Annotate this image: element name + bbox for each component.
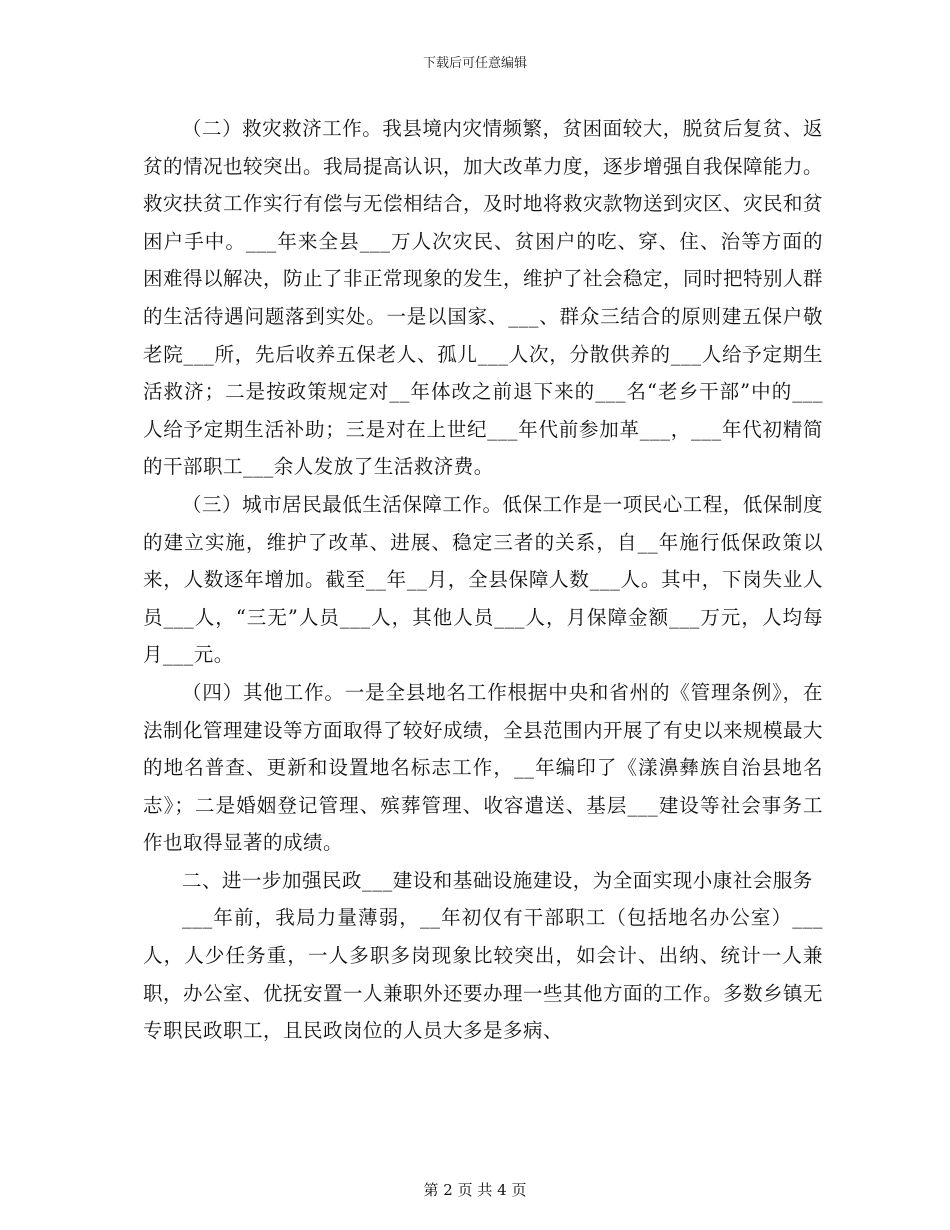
paragraph-minimum-living-security: （三）城市居民最低生活保障工作。低保工作是一项民心工程，低保制度的建立实施，维护了改革、进展、稳定三者的关系，自__年施行低保政策以来，人数逐年增加。截至__年__月，全县保障人数___人。其中，下岗失业人员___人，“三无”人员___人，其他人员___人，月保障金额___万元，人均每月___元。: [143, 492, 823, 667]
page-header: 下载后可任意编辑: [422, 56, 527, 71]
paragraph-other-work: （四）其他工作。一是全县地名工作根据中央和省州的《管理条例》，在法制化管理建设等方面取得了较好成绩，全县范围内开展了有史以来规模最大的地名普查、更新和设置地名标志工作，__年编印了《漾濞彝族自治县地名志》；二是婚姻登记管理、殡葬管理、收容遣送、基层___建设等社会事务工作也取得显著的成绩。: [143, 680, 824, 855]
paragraph-staffing: ___年前，我局力量薄弱，__年初仅有干部职工（包括地名办公室）___人，人少任务重，一人多职多岗现象比较突出，如会计、出纳、统计一人兼职，办公室、优抚安置一人兼职外还要办理一些其他方面的工作。多数乡镇无专职民政职工，且民政岗位的人员大多是多病、: [143, 906, 824, 1043]
document-body: [143, 110, 823, 1050]
page-number: 第 2 页 共 4 页: [423, 1181, 527, 1199]
section-heading-two: 二、进一步加强民政___建设和基础设施建设，为全面实现小康社会服务: [182, 868, 813, 892]
paragraph-disaster-relief: （二）救灾救济工作。我县境内灾情频繁，贫困面较大，脱贫后复贫、返贫的情况也较突出。我局提高认识，加大改革力度，逐步增强自我保障能力。救灾扶贫工作实行有偿与无偿相结合，及时地将救灾款物送到灾区、灾民和贫困户手中。___年来全县___万人次灾民、贫困户的吃、穿、住、治等方面的困难得以解决，防止了非正常现象的发生，维护了社会稳定，同时把特别人群的生活待遇问题落到实处。一是以国家、___、群众三结合的原则建五保户敬老院___所，先后收养五保老人、孤儿___人次，分散供养的___人给予定期生活救济；二是按政策规定对__年体改之前退下来的___名“老乡干部”中的___人给予定期生活补助；三是对在上世纪___年代前参加革___，___年代初精简的干部职工___余人发放了生活救济费。: [143, 117, 824, 479]
